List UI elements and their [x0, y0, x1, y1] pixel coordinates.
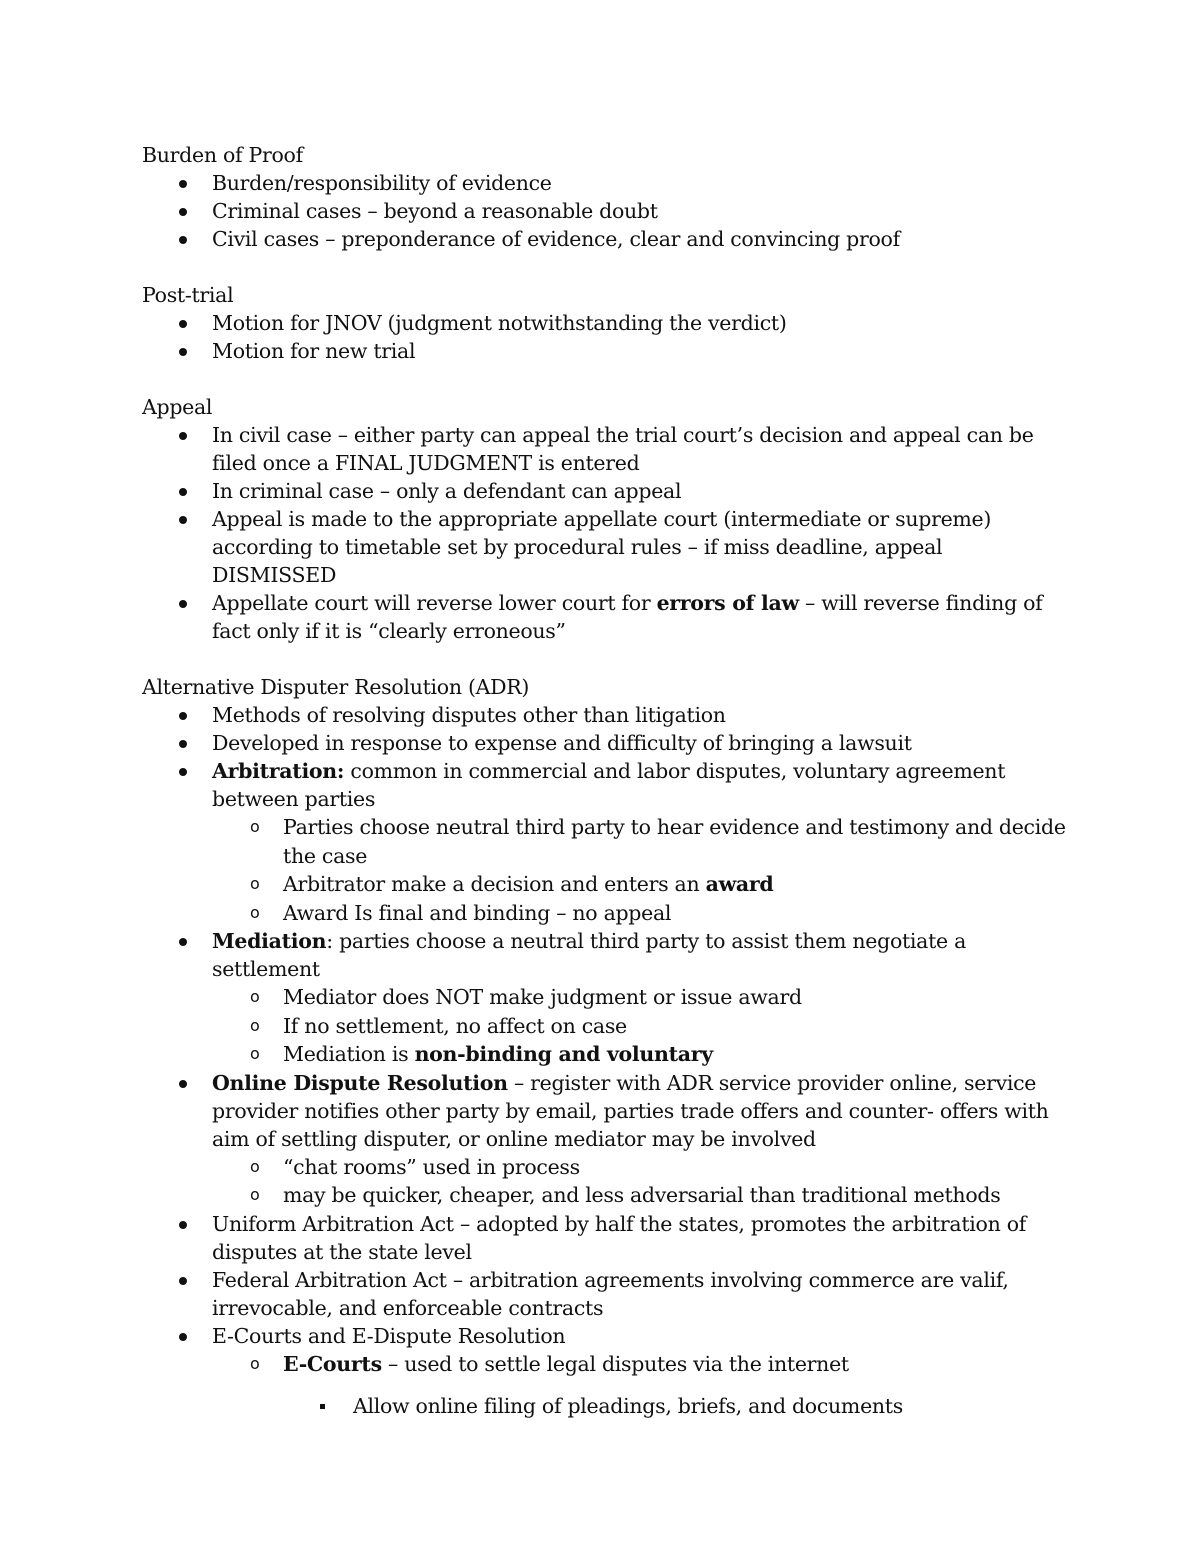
sub-list-item: o Arbitrator make a decision and enters an award: [142, 870, 1072, 899]
bullet-icon: [179, 320, 187, 328]
list-item: Uniform Arbitration Act – adopted by half the states, promotes the arbitration of disputes at the state level: [142, 1210, 1072, 1266]
list-item: Burden/responsibility of evidence: [142, 169, 1072, 197]
list-item: Appellate court will reverse lower court for errors of law – will reverse finding of fact only if it is “clearly erroneous”: [142, 589, 1072, 645]
list-item: Motion for new trial: [142, 337, 1072, 365]
document-page: [142, 141, 1072, 1420]
bullet-icon: [179, 236, 187, 244]
circle-bullet-icon: o: [250, 817, 260, 836]
square-bullet-icon: [320, 1404, 325, 1409]
bullet-icon: [179, 600, 187, 608]
list-item: In criminal case – only a defendant can appeal: [142, 477, 1072, 505]
list-item: Federal Arbitration Act – arbitration agreements involving commerce are valif, irrevocable, and enforceable contracts: [142, 1266, 1072, 1322]
sub-list-item: o may be quicker, cheaper, and less adversarial than traditional methods: [142, 1181, 1072, 1210]
circle-bullet-icon: o: [250, 1044, 260, 1063]
sub-list-item: o Mediation is non-binding and voluntary: [142, 1040, 1072, 1069]
list-item: Criminal cases – beyond a reasonable doubt: [142, 197, 1072, 225]
list-item-e-courts: E-Courts and E-Dispute Resolution: [142, 1322, 1072, 1350]
heading-burden-of-proof: Burden of Proof: [142, 143, 303, 167]
circle-bullet-icon: o: [250, 1353, 260, 1373]
list-item-arbitration: Arbitration: common in commercial and labor disputes, voluntary agreement between parties: [142, 757, 1072, 813]
bullet-icon: [179, 712, 187, 720]
bullet-icon: [179, 1277, 187, 1285]
circle-bullet-icon: o: [250, 1015, 260, 1035]
heading-appeal: Appeal: [142, 395, 213, 419]
bullet-icon: [179, 740, 187, 748]
bullet-icon: [179, 1080, 187, 1088]
bullet-icon: [179, 432, 187, 440]
bullet-icon: [179, 768, 187, 776]
bullet-icon: [179, 516, 187, 524]
list-item: Appeal is made to the appropriate appellate court (intermediate or supreme) according to timetable set by procedural rules – if miss deadline, appeal DISMISSED: [142, 505, 1072, 589]
list-item: Methods of resolving disputes other than litigation: [142, 701, 1072, 729]
list-item: Developed in response to expense and difficulty of bringing a lawsuit: [142, 729, 1072, 757]
bullet-icon: [179, 348, 187, 356]
bullet-icon: [179, 208, 187, 216]
sub-sub-list-item: Allow online filing of pleadings, briefs, and documents: [142, 1392, 1072, 1420]
list-item-online-dispute-resolution: Online Dispute Resolution – register with ADR service provider online, service provider notifies other party by email, parties trade offers and counter- offers with aim of settling disputer, or online mediator may be involved: [142, 1069, 1072, 1153]
bullet-icon: [179, 938, 187, 946]
circle-bullet-icon: o: [250, 1156, 260, 1176]
list-item: In civil case – either party can appeal the trial court’s decision and appeal can be filed once a FINAL JUDGMENT is entered: [142, 421, 1072, 477]
list-item: Civil cases – preponderance of evidence, clear and convincing proof: [142, 225, 1072, 253]
sub-list-item: o Award Is final and binding – no appeal: [142, 899, 1072, 928]
circle-bullet-icon: o: [250, 874, 260, 893]
sub-list-item: o “chat rooms” used in process: [142, 1153, 1072, 1182]
heading-post-trial: Post-trial: [142, 283, 234, 307]
bullet-icon: [179, 1333, 187, 1341]
circle-bullet-icon: o: [250, 987, 260, 1006]
bullet-icon: [179, 180, 187, 188]
list-item: Motion for JNOV (judgment notwithstanding the verdict): [142, 309, 1072, 337]
sub-list-item: o Parties choose neutral third party to hear evidence and testimony and decide the case: [250, 815, 1066, 868]
sub-list-item: o If no settlement, no affect on case: [142, 1012, 1072, 1041]
sub-list-item: o Mediator does NOT make judgment or issue award: [142, 983, 1072, 1012]
circle-bullet-icon: o: [250, 1185, 260, 1204]
sub-list-item: o E-Courts – used to settle legal disputes via the internet: [142, 1350, 1072, 1379]
bullet-icon: [179, 488, 187, 496]
circle-bullet-icon: o: [250, 902, 260, 922]
bullet-icon: [179, 1221, 187, 1229]
list-item-mediation: Mediation: parties choose a neutral third party to assist them negotiate a settlement: [142, 927, 1072, 983]
heading-adr: Alternative Disputer Resolution (ADR): [142, 675, 530, 699]
